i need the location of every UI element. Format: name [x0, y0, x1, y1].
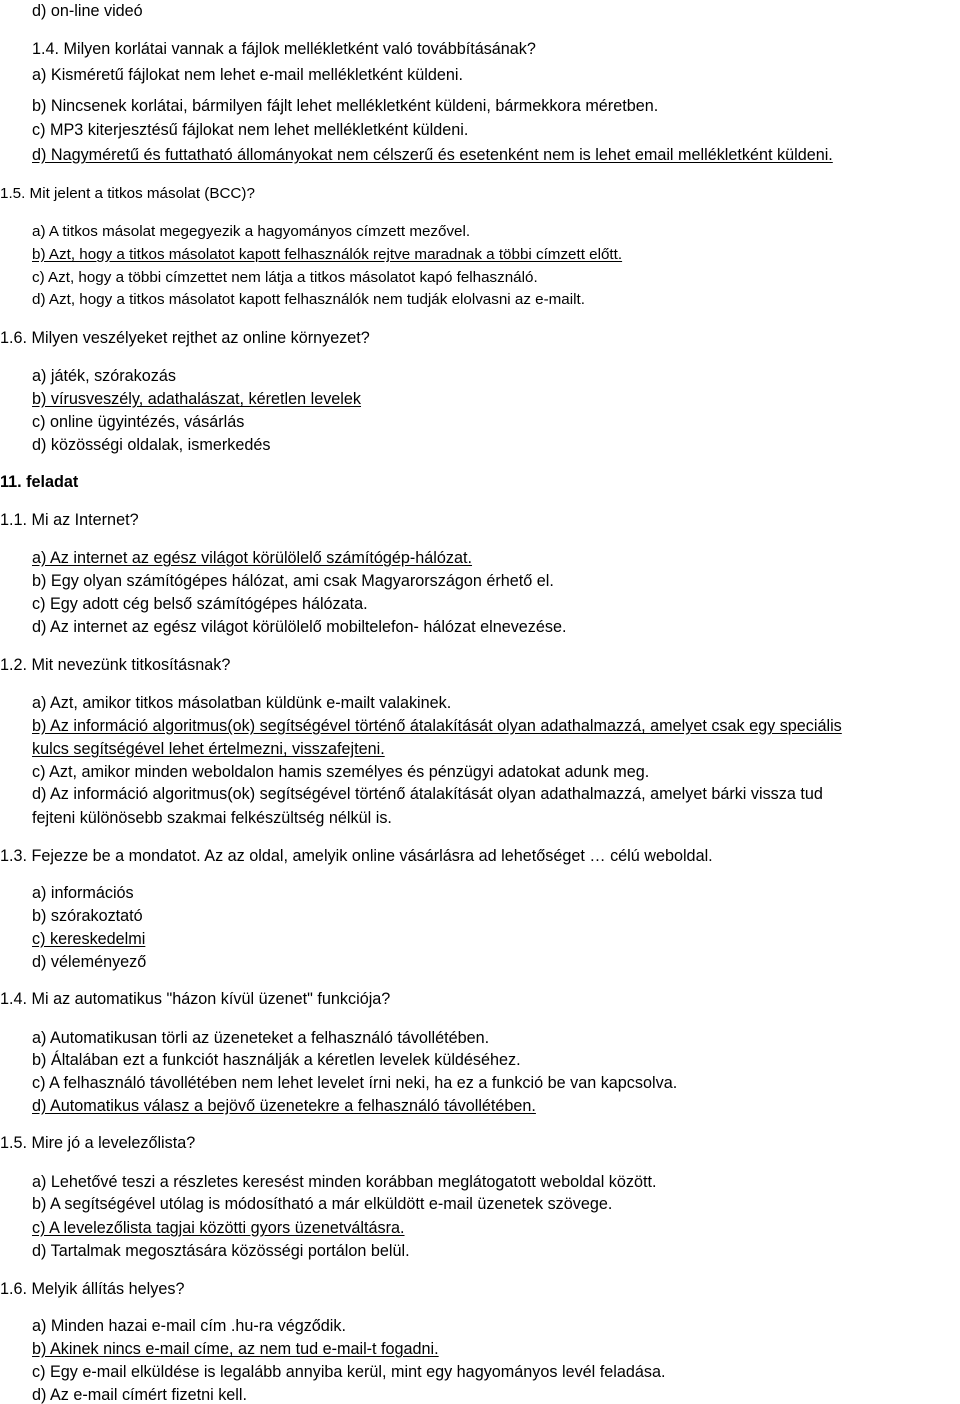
- answer-option: d) Tartalmak megosztására közösségi portálon belül.: [32, 1242, 410, 1260]
- answer-option: a) Automatikusan törli az üzeneteket a felhasználó távollétében.: [32, 1029, 490, 1047]
- question-text: 1.5. Mit jelent a titkos másolat (BCC)?: [0, 185, 255, 202]
- answer-option: a) Kisméretű fájlokat nem lehet e-mail mellékletként küldeni.: [32, 66, 463, 84]
- answer-option: a) Minden hazai e-mail cím .hu-ra végződik.: [32, 1317, 346, 1335]
- answer-option: a) Azt, amikor titkos másolatban küldünk e-mailt valakinek.: [32, 694, 452, 712]
- answer-option: c) Azt, amikor minden weboldalon hamis személyes és pénzügyi adatokat adunk meg.: [32, 763, 650, 781]
- answer-option: a) információs: [32, 884, 134, 902]
- answer-option: kulcs segítségével lehet értelmezni, visszafejteni.: [32, 740, 385, 758]
- answer-option: c) MP3 kiterjesztésű fájlokat nem lehet mellékletként küldeni.: [32, 121, 469, 139]
- answer-option: d) közösségi oldalak, ismerkedés: [32, 436, 271, 454]
- question-text: 1.1. Mi az Internet?: [0, 511, 139, 529]
- question-text: 1.4. Mi az automatikus "házon kívül üzenet" funkciója?: [0, 990, 391, 1008]
- answer-option: b) Egy olyan számítógépes hálózat, ami csak Magyarországon érhető el.: [32, 572, 554, 590]
- section-heading: 11. feladat: [0, 473, 79, 491]
- answer-option: b) Azt, hogy a titkos másolatot kapott felhasználók rejtve maradnak a többi címzett előtt.: [32, 246, 623, 263]
- answer-option: c) Egy e-mail elküldése is legalább annyiba kerül, mint egy hagyományos levél feladása.: [32, 1363, 666, 1381]
- answer-option: b) Általában ezt a funkciót használják a kéretlen levelek küldéséhez.: [32, 1051, 521, 1069]
- answer-option: d) Az információ algoritmus(ok) segítségével történő átalakítását olyan adathalmazzá, amelyet bárki vissza tud: [32, 785, 823, 803]
- answer-option: b) Az információ algoritmus(ok) segítségével történő átalakítását olyan adathalmazzá, amelyet csak egy speciális: [32, 717, 842, 735]
- answer-option: c) A levelezőlista tagjai közötti gyors üzenetváltásra.: [32, 1219, 405, 1237]
- answer-option: d) on-line videó: [32, 2, 143, 20]
- answer-option: a) Az internet az egész világot körülölelő számítógép-hálózat.: [32, 549, 473, 567]
- question-text: 1.2. Mit nevezünk titkosításnak?: [0, 656, 231, 674]
- answer-option: d) Automatikus válasz a bejövő üzenetekre a felhasználó távollétében.: [32, 1097, 536, 1115]
- answer-option: b) vírusveszély, adathalászat, kéretlen levelek: [32, 390, 362, 408]
- answer-option: c) Egy adott cég belső számítógépes hálózata.: [32, 595, 368, 613]
- answer-option: c) A felhasználó távollétében nem lehet levelet írni neki, ha ez a funkció be van kapcsolva.: [32, 1074, 678, 1092]
- answer-option: c) Azt, hogy a többi címzettet nem látja a titkos másolatot kapó felhasználó.: [32, 269, 538, 286]
- answer-option: b) Akinek nincs e-mail címe, az nem tud e-mail-t fogadni.: [32, 1340, 439, 1358]
- question-text: 1.5. Mire jó a levelezőlista?: [0, 1134, 196, 1152]
- answer-option: c) kereskedelmi: [32, 930, 146, 948]
- answer-option: a) játék, szórakozás: [32, 367, 176, 385]
- answer-option: b) Nincsenek korlátai, bármilyen fájlt lehet mellékletként küldeni, bármekkora méretben.: [32, 97, 659, 115]
- question-text: 1.3. Fejezze be a mondatot. Az az oldal, amelyik online vásárlásra ad lehetőséget … célú weboldal.: [0, 847, 713, 865]
- answer-option: a) Lehetővé teszi a részletes keresést minden korábban meglátogatott weboldal között.: [32, 1173, 657, 1191]
- answer-option: a) A titkos másolat megegyezik a hagyományos címzett mezővel.: [32, 223, 471, 240]
- answer-option: d) Nagyméretű és futtatható állományokat nem célszerű és esetenként nem is lehet email mellékletként küldeni.: [32, 146, 833, 164]
- answer-option: b) szórakoztató: [32, 907, 143, 925]
- question-text: 1.6. Melyik állítás helyes?: [0, 1280, 185, 1298]
- answer-option: fejteni különösebb szakmai felkészültség nélkül is.: [32, 809, 392, 827]
- answer-option: c) online ügyintézés, vásárlás: [32, 413, 245, 431]
- question-text: 1.6. Milyen veszélyeket rejthet az online környezet?: [0, 329, 370, 347]
- answer-option: d) véleményező: [32, 953, 147, 971]
- question-text: 1.4. Milyen korlátai vannak a fájlok mellékletként való továbbításának?: [32, 40, 536, 58]
- answer-option: d) Az internet az egész világot körülölelő mobiltelefon- hálózat elnevezése.: [32, 618, 567, 636]
- answer-option: d) Az e-mail címért fizetni kell.: [32, 1386, 247, 1404]
- answer-option: d) Azt, hogy a titkos másolatot kapott felhasználók nem tudják elolvasni az e-mailt.: [32, 291, 585, 308]
- answer-option: b) A segítségével utólag is módosítható a már elküldött e-mail üzenetek szövege.: [32, 1195, 613, 1213]
